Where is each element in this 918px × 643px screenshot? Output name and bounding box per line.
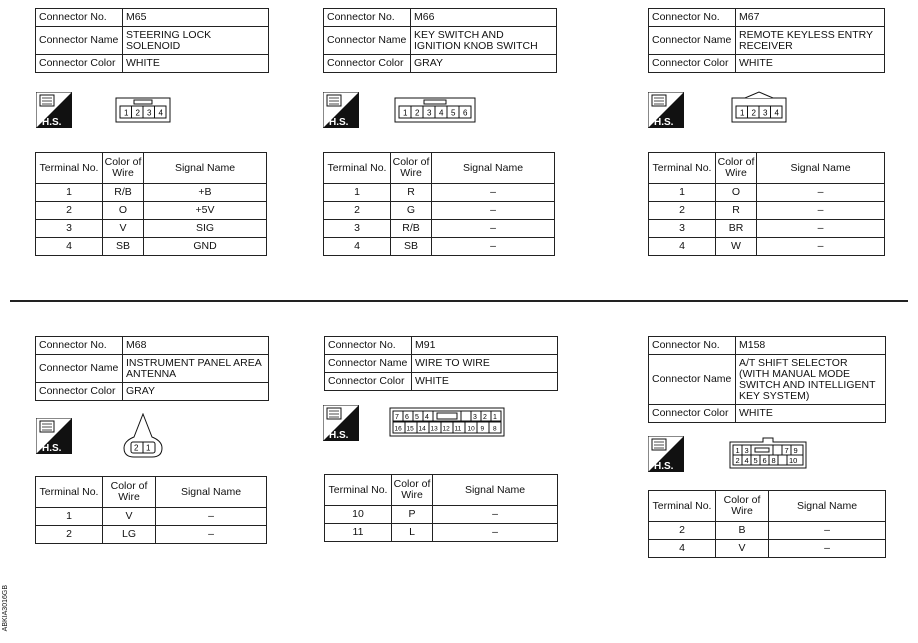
- signal-name-header: Signal Name: [156, 477, 267, 508]
- connector-face-m66: [394, 97, 476, 123]
- connector-color-value: GRAY: [123, 383, 269, 401]
- table-row: 2 G –: [324, 202, 555, 220]
- connector-face-m65: [115, 97, 171, 123]
- terminal-table-m67: [648, 152, 885, 256]
- table-row: 3 R/B –: [324, 220, 555, 238]
- connector-color-label: Connector Color: [325, 373, 412, 391]
- pin-label: 4: [439, 108, 444, 118]
- connector-m67: [648, 8, 885, 73]
- table-row: 1 R –: [324, 184, 555, 202]
- connector-name-value: KEY SWITCH AND IGNITION KNOB SWITCH: [411, 27, 557, 55]
- connector-color-value: WHITE: [736, 405, 886, 423]
- connector-no-label: Connector No.: [324, 9, 411, 27]
- table-row: 3 V SIG: [36, 220, 267, 238]
- pin-label: 2: [735, 456, 740, 465]
- pin-label: 7: [784, 446, 789, 455]
- connector-name-label: Connector Name: [649, 27, 736, 55]
- table-row: 2 O +5V: [36, 202, 267, 220]
- terminal-table-m91: [324, 474, 558, 542]
- pin-label: 10: [467, 425, 475, 433]
- pin-label: 6: [405, 414, 409, 421]
- hs-text: H.S.: [42, 443, 62, 454]
- hs-text: H.S.: [654, 461, 674, 472]
- signal-name-header: Signal Name: [432, 153, 555, 184]
- signal-name-header: Signal Name: [769, 491, 886, 522]
- color-of-wire-header: Color of Wire: [391, 153, 432, 184]
- pin-label: 1: [146, 443, 151, 453]
- connector-name-value: REMOTE KEYLESS ENTRY RECEIVER: [736, 27, 885, 55]
- hs-text: H.S.: [654, 117, 674, 128]
- pin-label: 2: [483, 414, 487, 421]
- connector-color-value: WHITE: [736, 55, 885, 73]
- signal-name-header: Signal Name: [757, 153, 885, 184]
- terminal-table-m158: [648, 490, 886, 558]
- pin-label: 16: [394, 425, 402, 433]
- connector-m158: [648, 336, 886, 423]
- connector-name-label: Connector Name: [324, 27, 411, 55]
- color-of-wire-header: Color of Wire: [716, 491, 769, 522]
- terminal-table-m66: [323, 152, 555, 256]
- pin-label: 14: [418, 425, 426, 433]
- pin-label: 2: [135, 108, 140, 118]
- table-row: 4 SB –: [324, 238, 555, 256]
- pin-label: 15: [406, 425, 414, 433]
- connector-info-table: [323, 8, 557, 73]
- pin-label: 2: [134, 443, 139, 453]
- color-of-wire-header: Color of Wire: [103, 153, 144, 184]
- pin-label: 3: [427, 108, 432, 118]
- connector-m65: [35, 8, 269, 73]
- pin-label: 6: [463, 108, 468, 118]
- pin-label: 6: [762, 456, 767, 465]
- color-of-wire-header: Color of Wire: [716, 153, 757, 184]
- pin-label: 1: [735, 446, 740, 455]
- pin-label: 1: [403, 108, 408, 118]
- pin-label: 11: [454, 425, 462, 433]
- connector-face-m91: [389, 407, 505, 437]
- connector-info-table: [324, 336, 558, 391]
- hs-harness-side-icon: [323, 405, 359, 441]
- connector-color-label: Connector Color: [649, 55, 736, 73]
- pin-label: 3: [473, 414, 477, 421]
- connector-name-label: Connector Name: [36, 355, 123, 383]
- pin-label: 1: [740, 108, 745, 118]
- connector-face-m68: [122, 413, 164, 459]
- connector-no-label: Connector No.: [649, 337, 736, 355]
- connector-no-value: M65: [123, 9, 269, 27]
- connector-info-table: [648, 8, 885, 73]
- connector-name-label: Connector Name: [325, 355, 412, 373]
- connector-m66: [323, 8, 557, 73]
- pin-label: 3: [744, 446, 749, 455]
- connector-color-value: WHITE: [412, 373, 558, 391]
- figure-code: ABKIA3016GB: [2, 585, 9, 632]
- pin-label: 9: [793, 446, 798, 455]
- connector-name-value: A/T SHIFT SELECTOR (WITH MANUAL MODE SWITCH AND INTELLIGENT KEY SYSTEM): [736, 355, 886, 405]
- connector-m91: [324, 336, 558, 391]
- pin-label: 8: [771, 456, 776, 465]
- pin-label: 2: [751, 108, 756, 118]
- connector-no-value: M158: [736, 337, 886, 355]
- connector-face-m158: [729, 437, 807, 469]
- connector-no-label: Connector No.: [649, 9, 736, 27]
- connector-no-label: Connector No.: [36, 9, 123, 27]
- table-row: 10 P –: [325, 506, 558, 524]
- signal-name-header: Signal Name: [144, 153, 267, 184]
- pin-label: 8: [493, 425, 497, 433]
- table-row: 11 L –: [325, 524, 558, 542]
- pin-label: 3: [763, 108, 768, 118]
- pin-label: 4: [425, 414, 429, 421]
- color-of-wire-header: Color of Wire: [392, 475, 433, 506]
- table-row: 4 V –: [649, 540, 886, 558]
- pin-label: 10: [789, 456, 798, 465]
- table-row: 1 V –: [36, 508, 267, 526]
- table-row: 2 B –: [649, 522, 886, 540]
- connector-m68: [35, 336, 269, 401]
- connector-no-label: Connector No.: [325, 337, 412, 355]
- connector-no-value: M91: [412, 337, 558, 355]
- connector-face-m67: [731, 91, 787, 123]
- connector-no-value: M66: [411, 9, 557, 27]
- hs-text: H.S.: [329, 117, 349, 128]
- hs-harness-side-icon: [36, 418, 72, 454]
- pin-label: 4: [774, 108, 779, 118]
- connector-name-label: Connector Name: [649, 355, 736, 405]
- table-row: 3 BR –: [649, 220, 885, 238]
- terminal-table-m68: [35, 476, 267, 544]
- connector-color-label: Connector Color: [36, 55, 123, 73]
- table-row: 2 R –: [649, 202, 885, 220]
- section-divider: [10, 300, 908, 302]
- hs-text: H.S.: [42, 117, 62, 128]
- connector-color-value: GRAY: [411, 55, 557, 73]
- terminal-no-header: Terminal No.: [36, 477, 103, 508]
- terminal-no-header: Terminal No.: [649, 491, 716, 522]
- connector-name-value: STEERING LOCK SOLENOID: [123, 27, 269, 55]
- pin-label: 9: [480, 425, 485, 433]
- connector-no-label: Connector No.: [36, 337, 123, 355]
- pin-label: 12: [442, 425, 450, 433]
- connector-name-value: WIRE TO WIRE: [412, 355, 558, 373]
- pin-label: 4: [744, 456, 749, 465]
- hs-harness-side-icon: [648, 436, 684, 472]
- connector-no-value: M67: [736, 9, 885, 27]
- table-row: 4 SB GND: [36, 238, 267, 256]
- hs-harness-side-icon: [648, 92, 684, 128]
- signal-name-header: Signal Name: [433, 475, 558, 506]
- connector-color-label: Connector Color: [324, 55, 411, 73]
- connector-name-label: Connector Name: [36, 27, 123, 55]
- pin-label: 5: [451, 108, 456, 118]
- terminal-table-m65: [35, 152, 267, 256]
- pin-label: 13: [430, 425, 438, 433]
- pin-label: 4: [158, 108, 163, 118]
- connector-color-label: Connector Color: [36, 383, 123, 401]
- color-of-wire-header: Color of Wire: [103, 477, 156, 508]
- pin-label: 1: [124, 108, 129, 118]
- pin-label: 5: [415, 414, 419, 421]
- hs-text: H.S.: [329, 430, 349, 441]
- table-row: 1 R/B +B: [36, 184, 267, 202]
- hs-harness-side-icon: [323, 92, 359, 128]
- terminal-no-header: Terminal No.: [324, 153, 391, 184]
- connector-name-value: INSTRUMENT PANEL AREA ANTENNA: [123, 355, 269, 383]
- connector-info-table: [35, 8, 269, 73]
- connector-color-value: WHITE: [123, 55, 269, 73]
- terminal-no-header: Terminal No.: [325, 475, 392, 506]
- connector-color-label: Connector Color: [649, 405, 736, 423]
- terminal-no-header: Terminal No.: [649, 153, 716, 184]
- hs-harness-side-icon: [36, 92, 72, 128]
- table-row: 2 LG –: [36, 526, 267, 544]
- table-row: 4 W –: [649, 238, 885, 256]
- pin-label: 5: [753, 456, 758, 465]
- connector-info-table: [35, 336, 269, 401]
- terminal-no-header: Terminal No.: [36, 153, 103, 184]
- pin-label: 3: [147, 108, 152, 118]
- connector-info-table: [648, 336, 886, 423]
- pin-label: 1: [493, 414, 497, 421]
- table-row: 1 O –: [649, 184, 885, 202]
- connector-no-value: M68: [123, 337, 269, 355]
- pin-label: 2: [415, 108, 420, 118]
- pin-label: 7: [395, 414, 399, 421]
